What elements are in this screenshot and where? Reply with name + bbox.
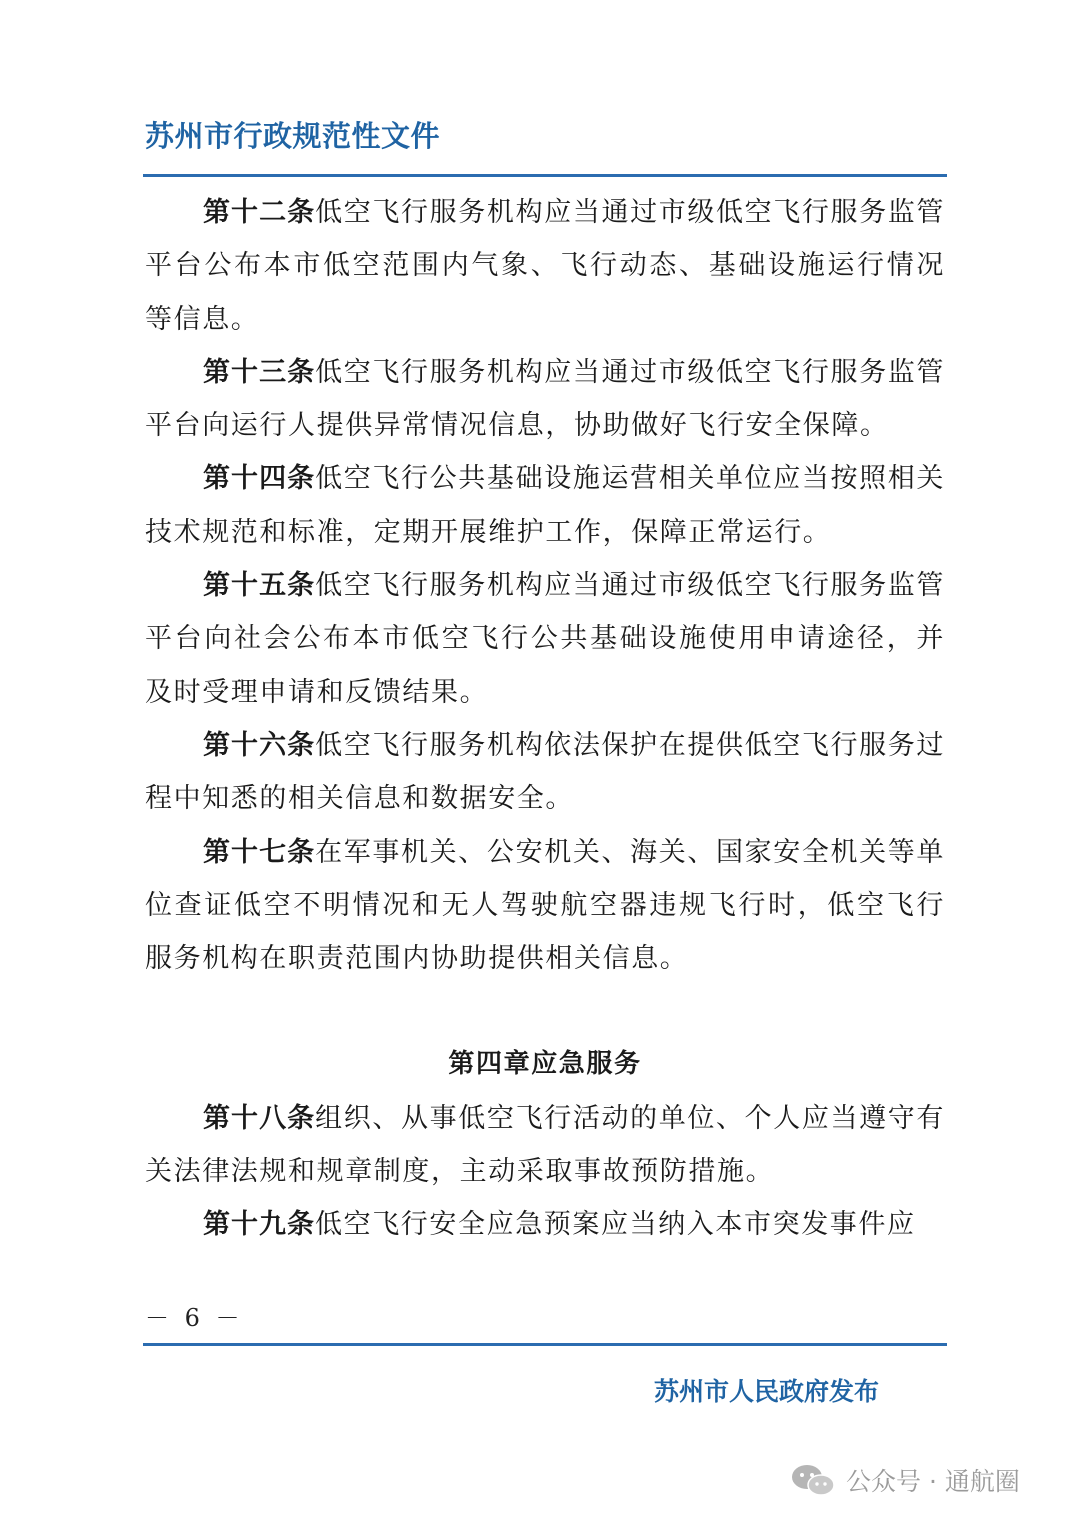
article-paragraph <box>145 452 945 559</box>
article-paragraph <box>145 559 945 719</box>
article-paragraph <box>145 186 945 346</box>
document-body <box>145 186 945 1252</box>
article-paragraph <box>145 719 945 826</box>
article-label: 第十八条 <box>203 1102 316 1134</box>
watermark-text: 公众号 · 通航圈 <box>846 1467 1020 1496</box>
article-text: 低空飞行服务机构应当通过市级低空飞行服务监管平台向社会公布本市低空飞行公共基础设施使用申请途径，并及时受理申请和反馈结果。 <box>145 570 946 708</box>
footer-rule <box>143 1343 947 1346</box>
article-label: 第十六条 <box>203 729 316 761</box>
chapter-title: 第四章应急服务 <box>448 1049 642 1080</box>
article-text: 低空飞行服务机构依法保护在提供低空飞行服务过程中知悉的相关信息和数据安全。 <box>145 729 946 815</box>
article-paragraph <box>145 1092 945 1199</box>
footer-issuer: 苏州市人民政府发布 <box>654 1377 880 1406</box>
article-paragraph <box>145 826 945 986</box>
document-header-title: 苏州市行政规范性文件 <box>145 119 441 153</box>
page-number: － 6 － <box>145 1304 244 1332</box>
header-rule <box>143 174 947 177</box>
chapter-spacer <box>145 985 945 1038</box>
article-text: 低空飞行服务机构应当通过市级低空飞行服务监管平台向运行人提供异常情况信息，协助做好飞行安全保障。 <box>145 356 946 442</box>
wechat-icon <box>790 1463 836 1497</box>
article-paragraph <box>145 346 945 453</box>
article-label: 第十三条 <box>203 356 316 388</box>
article-text: 组织、从事低空飞行活动的单位、个人应当遵守有关法律法规和规章制度，主动采取事故预防措施。 <box>145 1102 946 1188</box>
article-label: 第十五条 <box>203 570 316 602</box>
article-label: 第十四条 <box>203 463 316 495</box>
article-text: 低空飞行公共基础设施运营相关单位应当按照相关技术规范和标准，定期开展维护工作，保障正常运行。 <box>145 463 946 548</box>
article-label: 第十七条 <box>203 836 316 868</box>
watermark <box>790 1460 1020 1500</box>
article-paragraph <box>145 1198 945 1251</box>
article-label: 第十二条 <box>203 197 316 228</box>
article-text: 在军事机关、公安机关、海关、国家安全机关等单位查证低空不明情况和无人驾驶航空器违规飞行时，低空飞行服务机构在职责范围内协助提供相关信息。 <box>145 836 946 975</box>
article-label: 第十九条 <box>203 1209 315 1241</box>
article-text: 低空飞行安全应急预案应当纳入本市突发事件应 <box>315 1209 916 1241</box>
article-text: 低空飞行服务机构应当通过市级低空飞行服务监管平台公布本市低空范围内气象、飞行动态、基础设施运行情况等信息。 <box>145 197 946 335</box>
